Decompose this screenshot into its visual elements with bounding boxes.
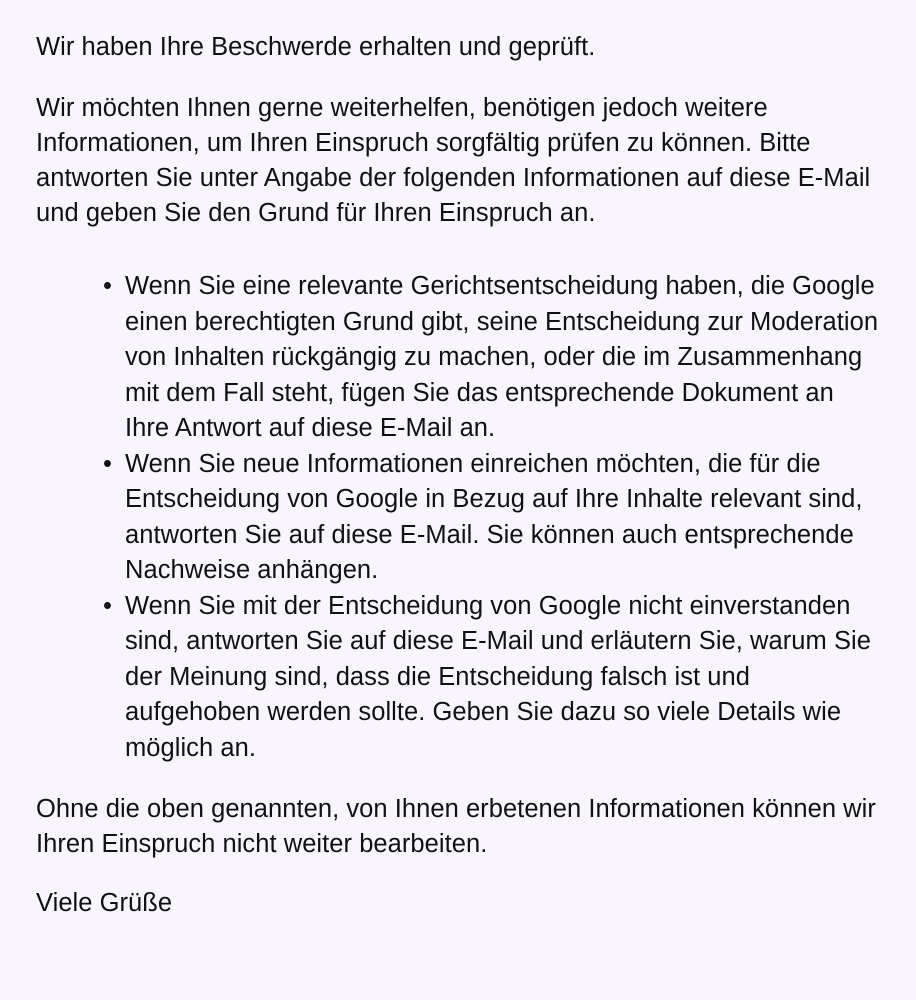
list-top-spacer	[36, 253, 880, 269]
request-paragraph: Wir möchten Ihnen gerne weiterhelfen, benötigen jedoch weitere Informationen, um Ihren Einspruch sorgfältig prüfen zu können. Bitte antworten Sie unter Angabe der folgenden Informationen auf diese E-Mail und geben Sie den Grund für Ihren Einspruch an.	[36, 94, 871, 227]
closing-paragraph: Ohne die oben genannten, von Ihnen erbetenen Informationen können wir Ihren Einspruch nicht weiter bearbeiten.	[36, 795, 876, 858]
bullet-icon: •	[103, 449, 112, 478]
list-item	[36, 269, 880, 447]
list-item-text: Wenn Sie mit der Entscheidung von Google nicht einverstanden sind, antworten Sie auf diese E-Mail und erläutern Sie, warum Sie der Meinung sind, dass die Entscheidung falsch ist und aufgehoben werden sollte. Geben Sie dazu so viele Details wie möglich an.	[125, 591, 871, 762]
requirements-list	[36, 269, 880, 766]
intro-paragraph: Wir haben Ihre Beschwerde erhalten und geprüft.	[36, 33, 596, 61]
bullet-icon: •	[103, 591, 112, 620]
list-item	[36, 589, 880, 767]
list-item-text: Wenn Sie eine relevante Gerichtsentscheidung haben, die Google einen berechtigten Grund gibt, seine Entscheidung zur Moderation von Inhalten rückgängig zu machen, oder die im Zusammenhang mit dem Fall steht, fügen Sie das entsprechende Dokument an Ihre Antwort auf diese E-Mail an.	[125, 272, 879, 442]
list-item-text: Wenn Sie neue Informationen einreichen möchten, die für die Entscheidung von Google in Bezug auf Ihre Inhalte relevant sind, antworten Sie auf diese E-Mail. Sie können auch entsprechende Nachweise anhängen.	[125, 449, 863, 584]
signoff-paragraph: Viele Grüße	[36, 889, 173, 917]
bullet-icon: •	[103, 272, 112, 300]
list-item	[36, 447, 880, 589]
